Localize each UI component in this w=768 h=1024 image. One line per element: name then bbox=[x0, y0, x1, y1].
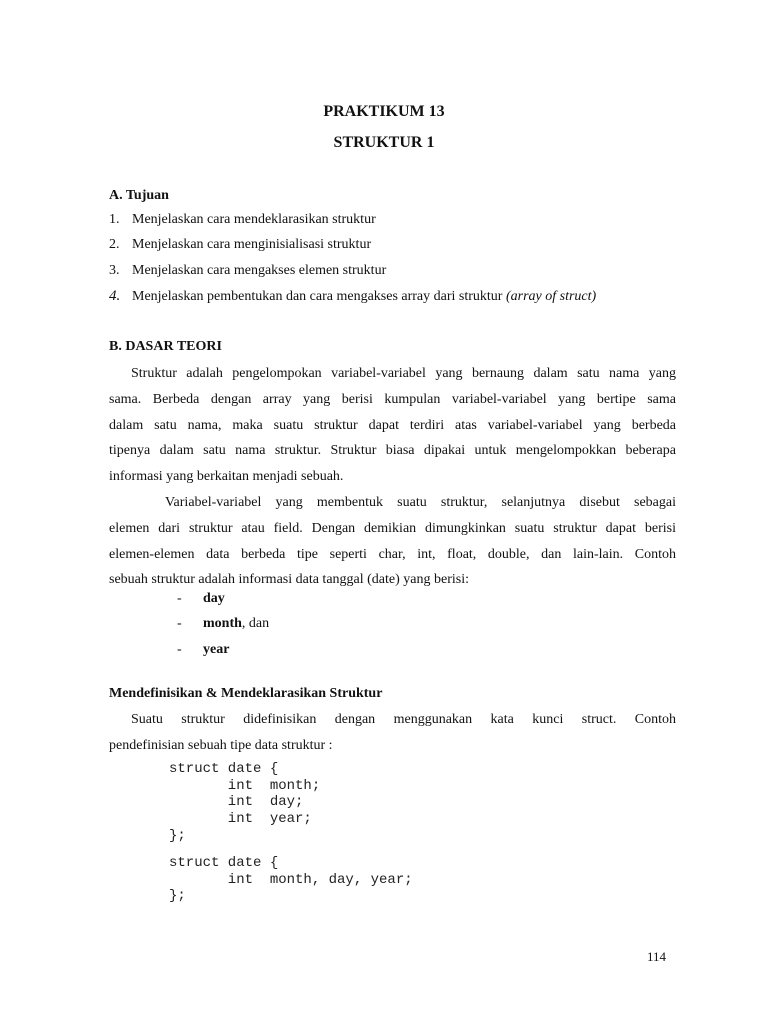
section-heading-tujuan: A. Tujuan bbox=[109, 188, 169, 203]
code-line: struct date { bbox=[169, 855, 279, 871]
list-item-text: Menjelaskan cara mengakses elemen struktur bbox=[132, 262, 387, 278]
tujuan-list bbox=[109, 211, 596, 312]
list-item bbox=[177, 640, 269, 665]
paragraph-line: Suatu struktur didefinisikan dengan menggunakan kata kunci struct. Contoh bbox=[131, 712, 676, 727]
list-item bbox=[109, 287, 596, 312]
list-item-number: 3. bbox=[109, 262, 120, 278]
code-line: }; bbox=[169, 888, 186, 905]
page-title: PRAKTIKUM 13 bbox=[323, 103, 445, 120]
field-suffix: , dan bbox=[241, 616, 270, 632]
paragraph-line: informasi yang berkaitan menjadi sebuah. bbox=[109, 469, 344, 485]
field-name: day bbox=[203, 591, 225, 606]
page-subtitle: STRUKTUR 1 bbox=[333, 134, 435, 151]
list-item-italic-note: (array of struct) bbox=[505, 288, 597, 304]
paragraph-line: dalam satu nama, maka suatu struktur dapat terdiri atas variabel-variabel yang berbeda bbox=[109, 417, 676, 433]
list-item bbox=[109, 262, 596, 287]
paragraph-line: elemen dari struktur atau field. Dengan demikian dimungkinkan suatu struktur dapat berisi bbox=[109, 520, 676, 536]
paragraph-line: pendefinisian sebuah tipe data struktur : bbox=[109, 737, 333, 753]
code-line: int day; bbox=[169, 794, 304, 811]
list-item bbox=[109, 236, 596, 261]
paragraph-line: sama. Berbeda dengan array yang berisi kumpulan variabel-variabel yang bertipe sama bbox=[109, 391, 676, 407]
paragraph-line: elemen-elemen data berbeda tipe seperti char, int, float, double, dan lain-lain. Contoh bbox=[109, 546, 676, 562]
code-line: struct date { bbox=[169, 761, 279, 777]
list-item-number: 1. bbox=[109, 212, 120, 227]
code-line: int month, day, year; bbox=[169, 871, 413, 888]
paragraph-definisi bbox=[109, 707, 676, 759]
list-item bbox=[109, 211, 596, 236]
code-block-1 bbox=[169, 761, 320, 844]
date-fields-list bbox=[177, 589, 269, 665]
bullet-dash: - bbox=[177, 641, 182, 657]
code-line: int year; bbox=[169, 811, 312, 828]
field-name: month bbox=[203, 616, 242, 632]
list-item-number: 2. bbox=[109, 237, 120, 253]
paragraph-dasar-teori-2 bbox=[109, 490, 676, 593]
paragraph-line: Struktur adalah pengelompokan variabel-variabel yang bernaung dalam satu nama yang bbox=[131, 366, 676, 381]
list-item-number: 4. bbox=[109, 287, 121, 304]
paragraph-line: Variabel-variabel yang membentuk suatu struktur, selanjutnya disebut sebagai bbox=[165, 495, 676, 510]
page-number: 114 bbox=[647, 949, 667, 964]
code-line: int month; bbox=[169, 777, 321, 794]
field-name: year bbox=[203, 641, 230, 657]
paragraph-line: tipenya dalam satu nama struktur. Struktur biasa dipakai untuk mengelompokkan beberapa bbox=[109, 443, 676, 459]
bullet-dash: - bbox=[177, 616, 182, 632]
code-block-2 bbox=[169, 855, 413, 905]
section-heading-definisi: Mendefinisikan & Mendeklarasikan Struktur bbox=[109, 686, 383, 701]
list-item bbox=[177, 614, 269, 639]
list-item-text: Menjelaskan cara mendeklarasikan struktur bbox=[132, 212, 376, 227]
code-line: }; bbox=[169, 827, 186, 844]
list-item-text: Menjelaskan pembentukan dan cara mengakses array dari struktur bbox=[132, 288, 506, 304]
list-item-text: Menjelaskan cara menginisialisasi struktur bbox=[132, 237, 372, 253]
bullet-dash: - bbox=[177, 591, 182, 606]
paragraph-dasar-teori-1 bbox=[109, 361, 676, 490]
section-heading-dasar-teori: B. DASAR TEORI bbox=[109, 339, 222, 354]
list-item bbox=[177, 589, 269, 614]
paragraph-line: sebuah struktur adalah informasi data tanggal (date) yang berisi: bbox=[109, 572, 469, 588]
